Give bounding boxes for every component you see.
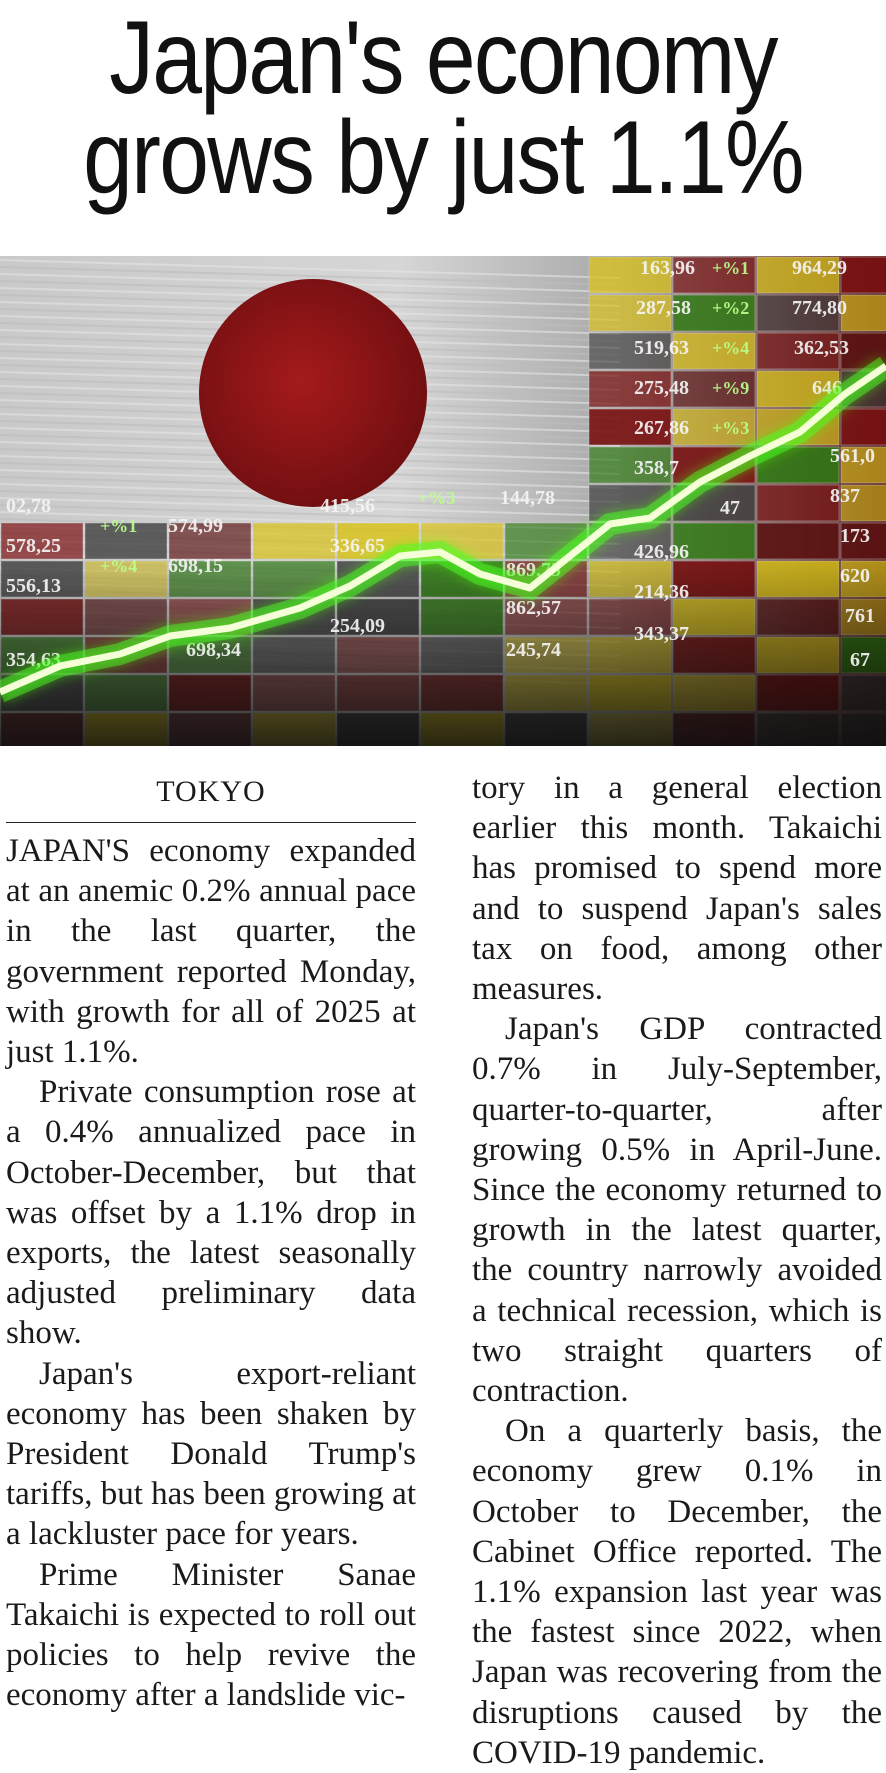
ticker-value: 254,09 — [330, 615, 385, 637]
ticker-value: +%4 — [100, 556, 138, 576]
ticker-value: 774,80 — [792, 297, 847, 319]
ticker-value: 47 — [720, 497, 740, 519]
ticker-value: 761 — [845, 605, 875, 627]
ticker-value: 362,53 — [794, 337, 849, 359]
ticker-value: 837 — [830, 485, 860, 507]
ticker-cell — [757, 523, 839, 559]
headline-line-2: grows by just 1.1% — [83, 100, 803, 216]
ticker-value: 144,78 — [500, 487, 555, 509]
ticker-value: 245,74 — [506, 639, 561, 661]
ticker-value: 67 — [850, 649, 870, 671]
headline — [62, 0, 824, 240]
ticker-value: 964,29 — [792, 257, 847, 279]
ticker-value: 02,78 — [6, 495, 51, 517]
ticker-value: +%3 — [712, 418, 750, 438]
ticker-value: 287,58 — [636, 297, 691, 319]
ticker-value: 574,99 — [168, 515, 223, 537]
paragraph: Japan's export-reliant economy has been shaken by President Donald Trump's tariffs, but has been growing at a lackluster pace for years. — [6, 1355, 416, 1553]
ticker-cell — [253, 523, 335, 559]
japan-flag-stock-chart-photo — [0, 256, 886, 746]
ticker-value: 698,34 — [186, 639, 241, 661]
japan-flag-sun — [199, 279, 427, 507]
ticker-value: 646 — [812, 377, 842, 399]
right-column — [472, 768, 882, 1773]
paragraph: On a quarterly basis, the economy grew 0.1% in October to December, the Cabinet Office reported. The 1.1% expansion last year was the fastest since 2022, when Japan was recovering from the disruptions caused by the COVID-19 pandemic. — [472, 1413, 882, 1771]
ticker-value: +%1 — [712, 258, 750, 278]
paragraph: tory in a general election earlier this month. Takaichi has promised to spend more and to suspend Japan's sales tax on food, among other measures. — [472, 770, 882, 1008]
paragraph: Prime Minister Sanae Takaichi is expected to roll out policies to help revive the economy after a landslide vic- — [6, 1556, 416, 1714]
ticker-value: 578,25 — [6, 535, 61, 557]
ticker-value: 620 — [840, 565, 870, 587]
ticker-value: +%2 — [712, 298, 750, 318]
ticker-value: 415,56 — [320, 495, 375, 517]
ticker-value: 862,57 — [506, 597, 561, 619]
paragraph: JAPAN'S economy expanded at an anemic 0.2% annual pace in the last quarter, the government reported Monday, with growth for all of 2025 at just 1.1%. — [6, 833, 416, 1071]
dateline-text: TOKYO — [156, 775, 266, 808]
paragraph: Japan's GDP contracted 0.7% in July-September, quarter-to-quarter, after growing 0.5% in April-June. Since the economy returned to growth in the latest quarter, the country narrowly avoided a technical recession, which is two straight quarters of contraction. — [472, 1011, 882, 1410]
ticker-value: +%4 — [712, 338, 750, 358]
ticker-value: 519,63 — [634, 337, 689, 359]
paragraph: Private consumption rose at a 0.4% annualized pace in October-December, but that was offset by a 1.1% drop in exports, the latest seasonally adjusted preliminary data show. — [6, 1074, 416, 1352]
ticker-cell — [841, 295, 886, 331]
ticker-value: +%3 — [418, 488, 456, 508]
ticker-value: 214,36 — [634, 581, 689, 603]
left-column — [6, 772, 416, 1715]
ticker-cell — [841, 409, 886, 445]
ticker-value: 358,7 — [634, 457, 679, 479]
ticker-cell — [757, 485, 839, 521]
ticker-value: 275,48 — [634, 377, 689, 399]
ticker-value: 163,96 — [640, 257, 695, 279]
ticker-value: 173 — [840, 525, 870, 547]
dateline-rule — [6, 822, 416, 823]
ticker-value: 354,63 — [6, 649, 61, 671]
ticker-value: 869,75 — [506, 559, 561, 581]
ticker-value: 343,37 — [634, 623, 689, 645]
article-photo — [0, 256, 886, 746]
ticker-value: 426,96 — [634, 541, 689, 563]
article-body — [0, 770, 886, 1771]
ticker-value: 698,15 — [168, 555, 223, 577]
ticker-cell — [841, 257, 886, 293]
ticker-value: 267,86 — [634, 417, 689, 439]
dateline — [6, 772, 416, 810]
ticker-value: 561,0 — [830, 445, 875, 467]
headline-line-1: Japan's economy — [109, 0, 777, 116]
ticker-value: +%1 — [100, 516, 138, 536]
ticker-value: 556,13 — [6, 575, 61, 597]
ticker-value: +%9 — [712, 378, 750, 398]
ticker-value: 336,65 — [330, 535, 385, 557]
